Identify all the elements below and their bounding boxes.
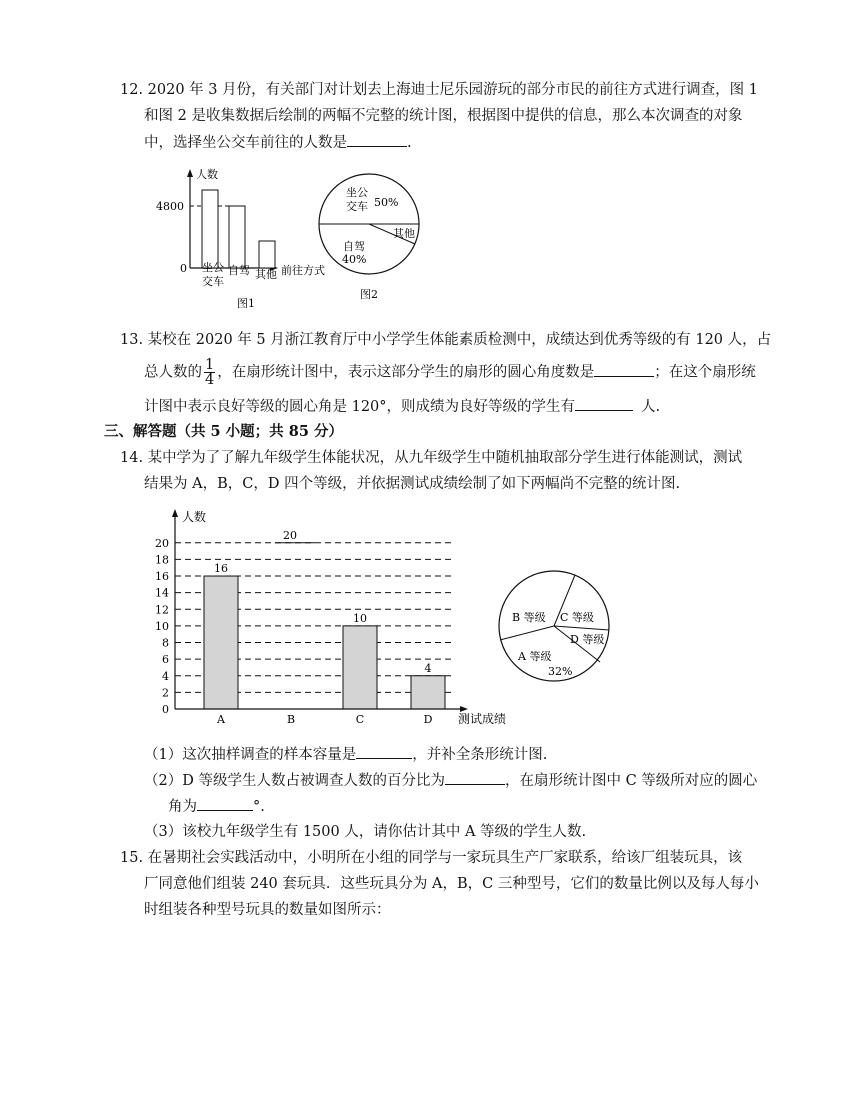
q14-xlabel: 测试成绩 bbox=[458, 712, 507, 726]
q12-line-1: 12. 2020 年 3 月份，有关部门对计划去上海迪士尼乐园游玩的部分市民的前往方式进行调查，图 1 bbox=[120, 82, 758, 98]
fig2-other: 其他 bbox=[393, 227, 415, 240]
q14-y-arrow bbox=[172, 509, 178, 517]
fig2-self-label: 自驾 bbox=[343, 240, 365, 253]
q14-ytick-label: 2 bbox=[162, 686, 169, 700]
q14-sub-2b: ，在扇形统计图中 C 等级所对应的圆心 bbox=[504, 773, 758, 789]
fig1-xlabel: 前往方式 bbox=[281, 264, 325, 277]
q15-line-2: 厂同意他们组装 240 套玩具．这些玩具分为 A，B，C 三种型号，它们的数量比例以及每人每小 bbox=[144, 876, 759, 892]
fig1-bar-other bbox=[259, 241, 275, 268]
section-3-title: 三、解答题（共 5 小题；共 85 分） bbox=[104, 423, 343, 440]
q14-sub-2a: （2）D 等级学生人数占被调查人数的百分比为 bbox=[144, 773, 445, 789]
fig1-zero: 0 bbox=[180, 262, 187, 275]
fig2-bus-b: 交车 bbox=[346, 200, 368, 213]
q14-ytick-label: 16 bbox=[155, 570, 169, 584]
q14-pie-a-pct: 32% bbox=[548, 665, 573, 678]
q14-percent-blank[interactable] bbox=[445, 770, 505, 785]
frac-numerator: 1 bbox=[205, 357, 215, 373]
q14-sub-1a: （1）这次抽样调查的样本容量是 bbox=[144, 747, 357, 763]
q14-sub-1b: ，并补全条形统计图. bbox=[412, 747, 548, 763]
q14-bar bbox=[204, 576, 238, 709]
q12-answer-blank[interactable] bbox=[347, 132, 407, 147]
q14-sub-1 bbox=[144, 744, 547, 765]
fig1-ytick-4800: 4800 bbox=[156, 200, 184, 213]
q14-pie-c-label: C 等级 bbox=[560, 611, 594, 624]
fig2-bus-pct: 50% bbox=[374, 196, 399, 209]
q13-line-2 bbox=[144, 358, 756, 387]
q14-ytick-label: 18 bbox=[155, 553, 169, 567]
q13-angle-blank[interactable] bbox=[594, 362, 654, 377]
q14-ytick-label: 20 bbox=[155, 536, 169, 550]
fig1-cat1b: 交车 bbox=[202, 275, 224, 288]
q12-line-3-text: 中，选择坐公交车前往的人数是 bbox=[144, 135, 347, 151]
q13-line-2b: ，在扇形统计图中，表示这部分学生的扇形的圆心角度数是 bbox=[217, 364, 595, 381]
q13-fraction bbox=[204, 358, 215, 387]
q13-line-3b: 人. bbox=[641, 399, 661, 415]
fig2-caption: 图2 bbox=[360, 288, 378, 301]
q14-b-annotation: 20 bbox=[283, 529, 297, 542]
q14-ytick-label: 8 bbox=[162, 636, 169, 650]
q14-ytick-label: 4 bbox=[162, 669, 169, 683]
q14-category-label: C bbox=[355, 713, 365, 726]
q14-ytick-label: 14 bbox=[155, 586, 169, 600]
q14-pie-chart bbox=[490, 565, 630, 695]
q14-ytick-label: 10 bbox=[155, 619, 169, 633]
q14-line-1: 14. 某中学为了了解九年级学生体能状况，从九年级学生中随机抽取部分学生进行体能测试，测试 bbox=[120, 450, 743, 466]
q15-line-3: 时组装各种型号玩具的数量如图所示： bbox=[144, 902, 391, 918]
fig1-ylabel: 人数 bbox=[196, 168, 218, 181]
q14-ylabel: 人数 bbox=[182, 510, 207, 524]
q12-line-3-end: . bbox=[407, 135, 412, 151]
q14-category-label: D bbox=[423, 713, 433, 726]
q14-pie-a-label: A 等级 bbox=[518, 650, 552, 663]
frac-denominator: 4 bbox=[205, 372, 215, 388]
fig1-caption: 图1 bbox=[237, 297, 255, 310]
q14-line-2: 结果为 A，B，C，D 四个等级，并依据测试成绩绘制了如下两幅尚不完整的统计图. bbox=[144, 476, 681, 492]
fig1-y-arrow bbox=[187, 169, 193, 177]
q14-sub-2d: °. bbox=[253, 799, 265, 815]
fig1-bar-self bbox=[229, 206, 245, 268]
q14-ytick-label: 6 bbox=[162, 653, 169, 667]
q15-line-1: 15. 在暑期社会实践活动中，小明所在小组的同学与一家玩具生产厂家联系，给该厂组装玩具，该 bbox=[120, 850, 743, 866]
q14-sample-blank[interactable] bbox=[356, 744, 412, 759]
q12-line-3 bbox=[144, 132, 412, 153]
q14-ytick-label: 12 bbox=[155, 603, 169, 617]
fig2-pie-chart bbox=[312, 170, 432, 306]
fig1-cat2: 自驾 bbox=[228, 264, 250, 277]
q13-line-2a: 总人数的 bbox=[144, 364, 202, 381]
fig1-cat1a: 坐公 bbox=[202, 261, 224, 274]
q14-category-label: A bbox=[217, 713, 225, 726]
q14-bar-value-label: 16 bbox=[214, 562, 228, 576]
q14-bars bbox=[204, 562, 445, 726]
q14-sub-2c: 角为 bbox=[168, 799, 197, 815]
q13-line-3a: 计图中表示良好等级的圆心角是 120°，则成绩为良好等级的学生有 bbox=[144, 399, 576, 415]
q14-pie-b-label: B 等级 bbox=[512, 611, 546, 624]
q14-ytick-label: 0 bbox=[162, 703, 169, 716]
fig2-bus-a: 坐公 bbox=[346, 186, 368, 199]
q14-sub-2-cont bbox=[168, 796, 265, 817]
q14-grid bbox=[155, 537, 455, 716]
q14-angle-blank[interactable] bbox=[197, 796, 253, 811]
q14-bar bbox=[411, 676, 445, 709]
fig1-cat3: 其他 bbox=[255, 268, 277, 281]
q14-sub-3: （3）该校九年级学生有 1500 人，请你估计其中 A 等级的学生人数. bbox=[144, 824, 587, 840]
q14-bar-value-label: 10 bbox=[353, 611, 367, 625]
q13-line-1: 13. 某校在 2020 年 5 月浙江教育厅中小学学生体能素质检测中，成绩达到优秀等级的有 120 人，占 bbox=[120, 332, 772, 348]
q14-bar bbox=[343, 626, 377, 709]
q13-line-3 bbox=[144, 396, 660, 417]
fig2-self-pct: 40% bbox=[342, 253, 367, 266]
q14-bar-value-label: 4 bbox=[424, 661, 432, 675]
q14-pie-d-label: D 等级 bbox=[570, 633, 605, 646]
q13-line-2c: ；在这个扇形统 bbox=[654, 364, 756, 381]
q14-sub-2 bbox=[144, 770, 757, 791]
q12-line-2: 和图 2 是收集数据后绘制的两幅不完整的统计图，根据图中提供的信息，那么本次调查的对象 bbox=[144, 108, 743, 124]
q14-category-label: B bbox=[286, 713, 296, 726]
q14-bar-chart bbox=[140, 505, 540, 730]
q13-count-blank[interactable] bbox=[575, 396, 633, 411]
fig1-bar-bus bbox=[202, 190, 218, 268]
